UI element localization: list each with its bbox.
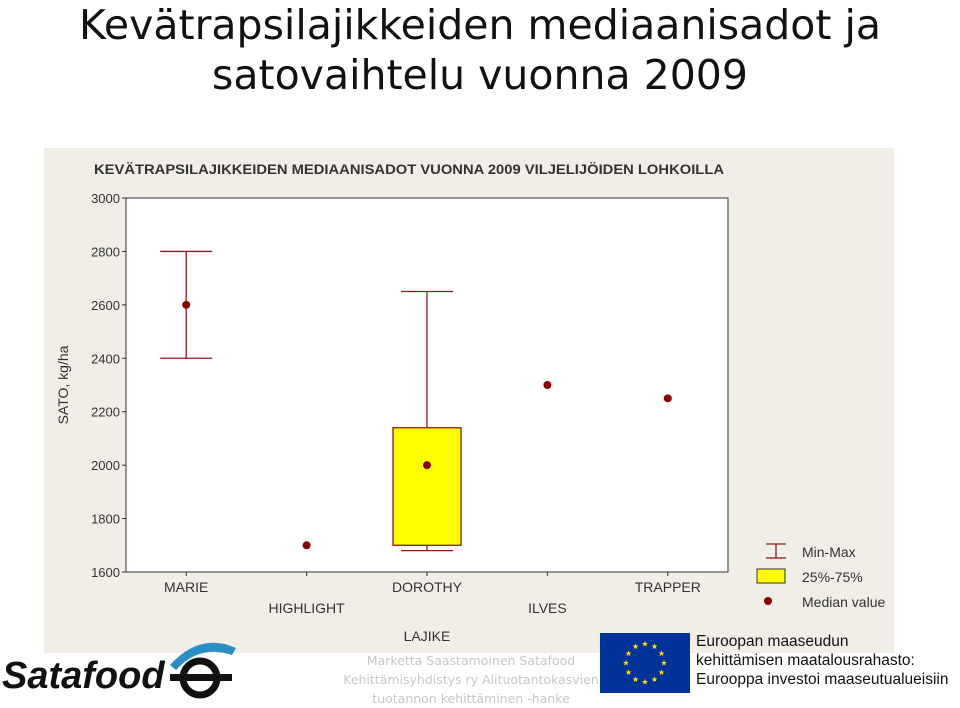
iqr-box <box>393 428 461 546</box>
eu-line-2: kehittämisen maatalousrahasto: <box>696 652 915 669</box>
x-tick-label: HIGHLIGHT <box>268 600 345 616</box>
eu-line-3: Eurooppa investoi maaseutualueisiin <box>696 671 949 688</box>
eu-funding-text <box>696 632 948 689</box>
slide-title-line-1: Kevätrapsilajikkeiden mediaanisadot ja <box>79 1 881 49</box>
median-point <box>664 394 672 402</box>
footer-line-2: Kehittämisyhdistys ry Alituotantokasvien <box>343 672 599 687</box>
chart-title: KEVÄTRAPSILAJIKKEIDEN MEDIAANISADOT VUONNA 2009 VILJELIJÖIDEN LOHKOILLA <box>94 162 725 177</box>
legend-box-swatch <box>757 569 785 583</box>
legend-label: Median value <box>802 594 886 610</box>
median-point <box>303 541 311 549</box>
legend-label: Min-Max <box>802 544 856 560</box>
y-tick-label: 2600 <box>91 297 120 313</box>
eu-flag-icon <box>600 633 690 693</box>
y-tick-label: 1800 <box>91 511 120 527</box>
legend-median-swatch <box>764 597 772 605</box>
y-tick-label: 2200 <box>91 404 120 420</box>
median-point <box>423 461 431 469</box>
y-tick-label: 2400 <box>91 351 120 367</box>
satafood-logo-bar <box>170 674 232 681</box>
chart-panel <box>44 148 894 653</box>
x-axis-label: LAJIKE <box>403 628 451 644</box>
footer-credits <box>330 651 612 708</box>
y-tick-label: 2000 <box>91 458 120 474</box>
y-tick-label: 2800 <box>91 244 120 260</box>
x-tick-label: DOROTHY <box>392 579 462 595</box>
satafood-logo <box>0 630 240 705</box>
x-tick-label: ILVES <box>528 600 567 616</box>
eu-line-1: Euroopan maaseudun <box>696 633 849 650</box>
y-tick-label: 1600 <box>91 565 120 580</box>
x-tick-label: TRAPPER <box>634 579 701 595</box>
footer-line-3: tuotannon kehittäminen -hanke <box>372 691 570 706</box>
slide-title <box>0 0 960 100</box>
x-tick-label: MARIE <box>164 579 209 595</box>
satafood-logo-text: Satafood <box>2 655 165 697</box>
satafood-logo-swoosh <box>170 643 236 670</box>
footer-line-1: Marketta Saastamoinen Satafood <box>366 653 576 668</box>
median-point <box>182 301 190 309</box>
box-plot-chart <box>44 148 894 653</box>
median-point <box>543 381 551 389</box>
y-tick-label: 3000 <box>91 191 120 206</box>
legend-label: 25%-75% <box>802 569 863 585</box>
y-axis-label: SATO, kg/ha <box>55 345 71 425</box>
slide-title-line-2: satovaihtelu vuonna 2009 <box>212 51 748 99</box>
